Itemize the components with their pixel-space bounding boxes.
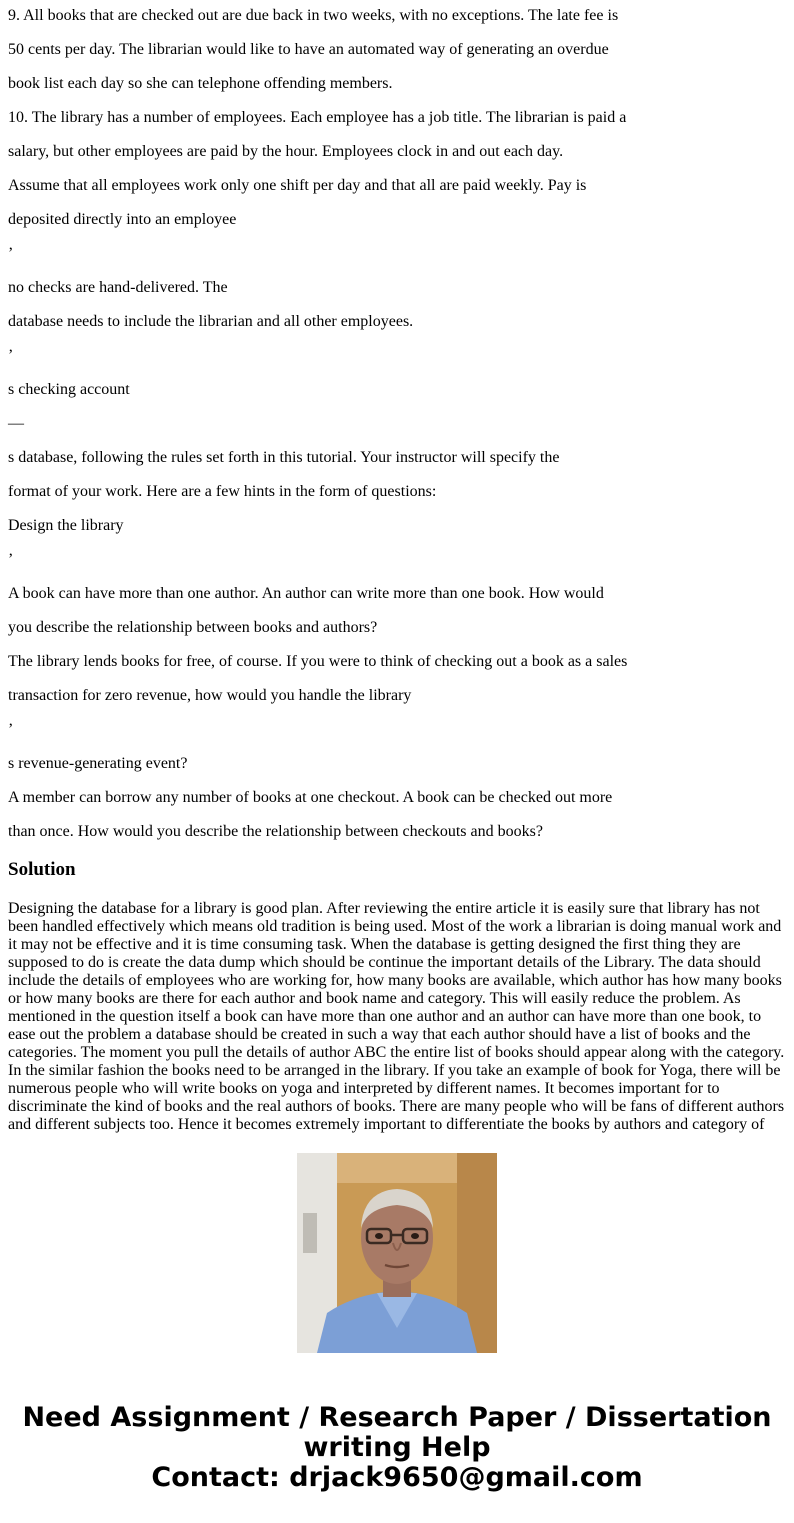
question-line: salary, but other employees are paid by the hour. Employees clock in and out each day.: [8, 143, 564, 160]
question-line: deposited directly into an employee: [8, 211, 237, 228]
question-line: A member can borrow any number of books at one checkout. A book can be checked out more: [8, 789, 613, 806]
question-line: 50 cents per day. The librarian would like to have an automated way of generating an overdue: [8, 41, 609, 58]
question-line: —: [8, 415, 24, 432]
solution-heading: Solution: [8, 859, 76, 880]
question-line: format of your work. Here are a few hints in the form of questions:: [8, 483, 437, 500]
promo-line-1: Need Assignment / Research Paper / Dissertation: [22, 1402, 772, 1433]
question-line: ’: [8, 245, 14, 262]
question-text: [8, 0, 788, 850]
author-avatar: [297, 1153, 497, 1353]
question-line: s revenue-generating event?: [8, 755, 188, 772]
question-line: database needs to include the librarian and all other employees.: [8, 313, 414, 330]
question-line: than once. How would you describe the relationship between checkouts and books?: [8, 823, 543, 840]
question-line: ’: [8, 551, 14, 568]
question-line: no checks are hand-delivered. The: [8, 279, 228, 296]
question-line: book list each day so she can telephone offending members.: [8, 75, 393, 92]
question-line: Design the library: [8, 517, 124, 534]
question-line: s checking account: [8, 381, 130, 398]
question-line: ’: [8, 721, 14, 738]
question-line: transaction for zero revenue, how would you handle the library: [8, 687, 412, 704]
person-portrait-icon: [297, 1153, 497, 1353]
solution-body: Designing the database for a library is good plan. After reviewing the entire article it is easily sure that library has not been handled effectively which means old tradition is being used. Most of the work a librarian is doing manual work and it may not be effective and it is time consuming task. When the database is getting designed the first thing they are supposed to do is create the data dump which should be continue the important details of the Library. The data should include the details of employees who are working for, how many books are available, which author has how many books or how many books are there for each author and book name and category. This will easily reduce the problem. As mentioned in the question itself a book can have more than one author and an author can have more than one book, to ease out the problem a database should be created in such a way that each author should have a list of books and the categories. The moment you pull the details of author ABC the entire list of books should appear along with the category. In the similar fashion the books need to be arranged in the library. If you take an example of book for Yoga, there will be numerous people who will write books on yoga and interpreted by different names. It becomes important for to discriminate the kind of books and the real authors of books. There are many people who will be fans of different authors and different subjects too. Hence it becomes extremely important to differentiate the books by authors and category of: [8, 900, 785, 1133]
promo-contact: Contact: drjack9650@gmail.com: [151, 1462, 643, 1493]
question-line: ’: [8, 347, 14, 364]
question-line: 10. The library has a number of employees. Each employee has a job title. The librarian is paid a: [8, 109, 627, 126]
question-line: Assume that all employees work only one shift per day and that all are paid weekly. Pay is: [8, 177, 587, 194]
question-line: 9. All books that are checked out are due back in two weeks, with no exceptions. The late fee is: [8, 7, 619, 24]
question-line: s database, following the rules set forth in this tutorial. Your instructor will specify the: [8, 449, 560, 466]
question-line: A book can have more than one author. An author can write more than one book. How would: [8, 585, 604, 602]
question-line: The library lends books for free, of course. If you were to think of checking out a book as a sales: [8, 653, 628, 670]
question-line: you describe the relationship between books and authors?: [8, 619, 378, 636]
promo-line-2: writing Help: [303, 1432, 491, 1463]
promo-banner: [0, 1403, 794, 1493]
